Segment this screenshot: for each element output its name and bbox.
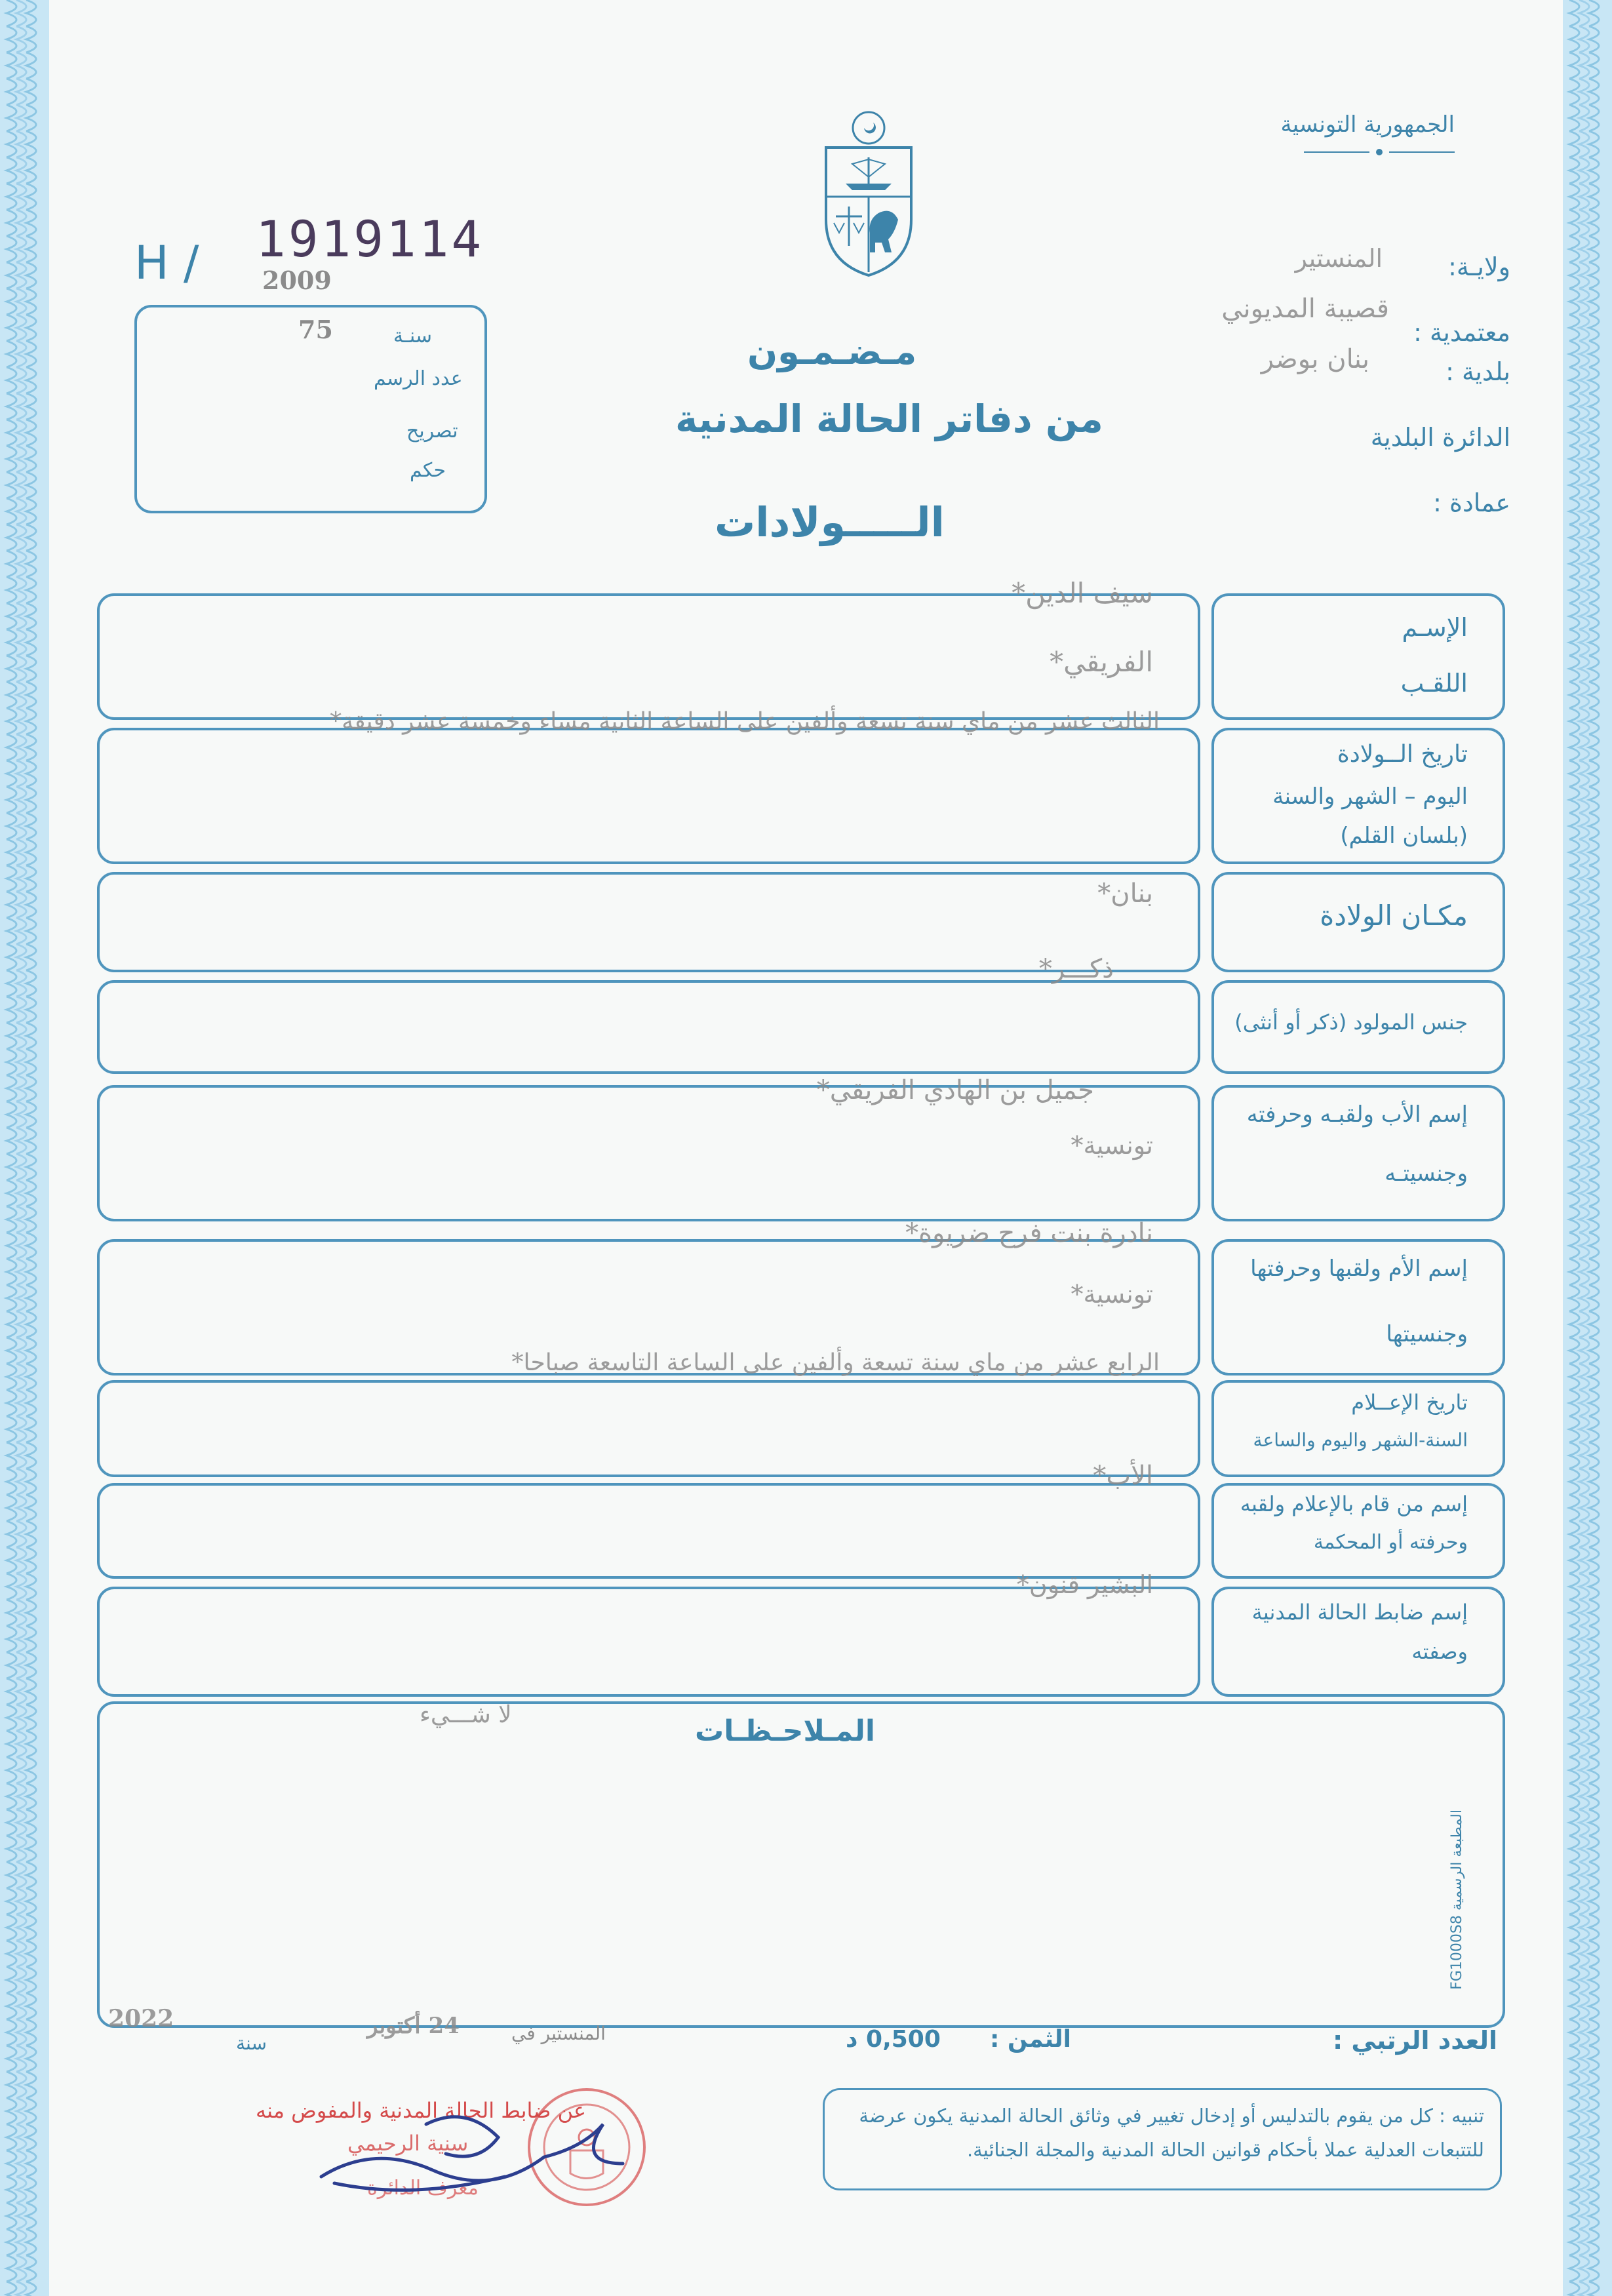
label-first-name: الإسـم xyxy=(1402,613,1468,642)
officer-delegate: عن ضابط الحالة المدنية والمفوض منه xyxy=(256,2098,587,2123)
left-guilloche-border xyxy=(0,0,49,2296)
governorate-label: ولايـة: xyxy=(1448,252,1510,281)
label-birth-date-format: اليوم – الشهر والسنة xyxy=(1272,783,1468,810)
value-mother: نادرة بنت فرج ضريوة* xyxy=(905,1218,1153,1248)
value-first-name: سيف الدين* xyxy=(1012,577,1153,609)
value-surname: الفريقي* xyxy=(1050,646,1153,678)
municipality-value: بنان بوضر xyxy=(1261,344,1369,374)
label-declarant-occupation: وحرفته أو المحكمة xyxy=(1313,1531,1468,1554)
price-value: 0,500 د xyxy=(846,2026,941,2053)
field-value-box-declaration-date xyxy=(97,1380,1200,1477)
governorate-value: المنستير xyxy=(1295,244,1383,273)
registry-number-label: عدد الرسم xyxy=(374,367,463,390)
field-value-box-declarant xyxy=(97,1483,1200,1579)
label-declarant: إسم من قام بالإعلام ولقبه xyxy=(1240,1492,1468,1516)
value-declarant: الأب* xyxy=(1093,1461,1153,1491)
label-birth-place: مكـان الولادة xyxy=(1320,900,1468,932)
declaration-label: تصريح xyxy=(406,420,458,443)
value-birth-date: الثالث عشر من ماي سنة تسعة وألفين على الساعة الثانية مساء وخمسة عشر دقيقة* xyxy=(330,708,1160,735)
label-mother: إسم الأم ولقبها وحرفتها xyxy=(1250,1256,1468,1282)
title-civil-registry: من دفاتر الحالة المدنية xyxy=(675,397,1103,441)
field-value-box-name xyxy=(97,593,1200,720)
registry-number-value: 75 xyxy=(298,315,333,344)
warning-line-2: للتتبعات العدلية عملا بأحكام قوانين الحالة المدنية والمجلة الجنائية. xyxy=(966,2139,1484,2161)
imada-label: عمادة : xyxy=(1433,488,1510,517)
delegation-value: قصيبة المديوني xyxy=(1221,294,1389,324)
remarks-label: المـلاحـظـات xyxy=(695,1714,875,1748)
officer-name: سنية الرحيمي xyxy=(347,2131,469,2156)
field-value-box-officer xyxy=(97,1587,1200,1697)
judgment-label: حكم xyxy=(410,459,446,482)
municipality-label: بلدية : xyxy=(1445,357,1510,386)
price-label: الثمن : xyxy=(990,2026,1072,2053)
circle-label: الدائرة البلدية xyxy=(1370,423,1510,452)
delegation-label: معتمدية : xyxy=(1413,318,1510,347)
label-sex: جنس المولود (ذكر أو أنثى) xyxy=(1234,1010,1468,1035)
field-value-box-sex xyxy=(97,980,1200,1074)
value-declaration-date: الرابع عشر من ماي سنة تسعة وألفين على الساعة التاسعة صباحا* xyxy=(511,1349,1160,1376)
value-father-nationality: تونسية* xyxy=(1071,1131,1153,1160)
handwritten-signature xyxy=(295,2085,662,2209)
issue-year: 2022 xyxy=(108,2005,174,2032)
label-officer: إسم ضابط الحالة المدنية xyxy=(1251,1600,1468,1625)
header-ornament xyxy=(1304,146,1455,159)
field-value-box-father xyxy=(97,1085,1200,1221)
label-birth-date: تاريخ الــولادة xyxy=(1337,741,1468,768)
label-father: إسم الأب ولقبـه وحرفته xyxy=(1246,1101,1468,1128)
value-father: جميل بن الهادي الفريقي* xyxy=(816,1075,1094,1105)
value-officer: البشير قنون* xyxy=(1016,1570,1153,1599)
tunisia-coat-of-arms-icon xyxy=(813,108,924,279)
section-births: الـــــولادات xyxy=(715,498,945,546)
registry-year-label: سنـة xyxy=(393,325,433,347)
year-word: سنة xyxy=(236,2032,267,2054)
label-declaration-date-format: السنة-الشهر واليوم والساعة xyxy=(1253,1429,1468,1451)
warning-line-1: تنبيه : كل من يقوم بالتدليس أو إدخال تغيير في وثائق الحالة المدنية يكون عرضة xyxy=(859,2105,1484,2127)
field-value-box-birth-date xyxy=(97,728,1200,864)
value-sex: ذكـــر* xyxy=(1038,954,1114,984)
label-mother-nationality: وجنسيتها xyxy=(1386,1321,1468,1347)
label-surname: اللقـب xyxy=(1400,669,1468,698)
officer-role: معرف الدائرة xyxy=(367,2177,479,2200)
title-contents: مـضـمـون xyxy=(747,331,917,372)
field-value-box-birth-place xyxy=(97,872,1200,972)
serial-order-label: العدد الرتبي : xyxy=(1332,2026,1497,2055)
value-mother-nationality: تونسية* xyxy=(1071,1280,1153,1309)
label-declaration-date: تاريخ الإعــلام xyxy=(1351,1390,1468,1415)
remarks-box xyxy=(97,1701,1505,2028)
right-guilloche-border xyxy=(1563,0,1612,2296)
value-birth-place: بنان* xyxy=(1097,879,1153,909)
field-label-box-name xyxy=(1211,593,1505,720)
issue-date: 24 أكتوبر xyxy=(367,2013,460,2039)
label-father-nationality: وجنسيتـه xyxy=(1385,1160,1468,1187)
serial-number: 1919114 xyxy=(256,210,484,268)
label-birth-date-words: (بلسان القلم) xyxy=(1340,823,1468,849)
serial-prefix: H / xyxy=(134,236,199,290)
printer-imprint: المطبعة الرسمية FG1000S8 xyxy=(1449,1810,1465,1990)
republic-heading: الجمهورية التونسية xyxy=(1280,111,1455,138)
registry-year-value: 2009 xyxy=(262,266,332,295)
label-officer-title: وصفته xyxy=(1411,1639,1468,1664)
remarks-value: لا شـــيء xyxy=(420,1701,512,1728)
place-date: المنستير في xyxy=(511,2023,606,2044)
